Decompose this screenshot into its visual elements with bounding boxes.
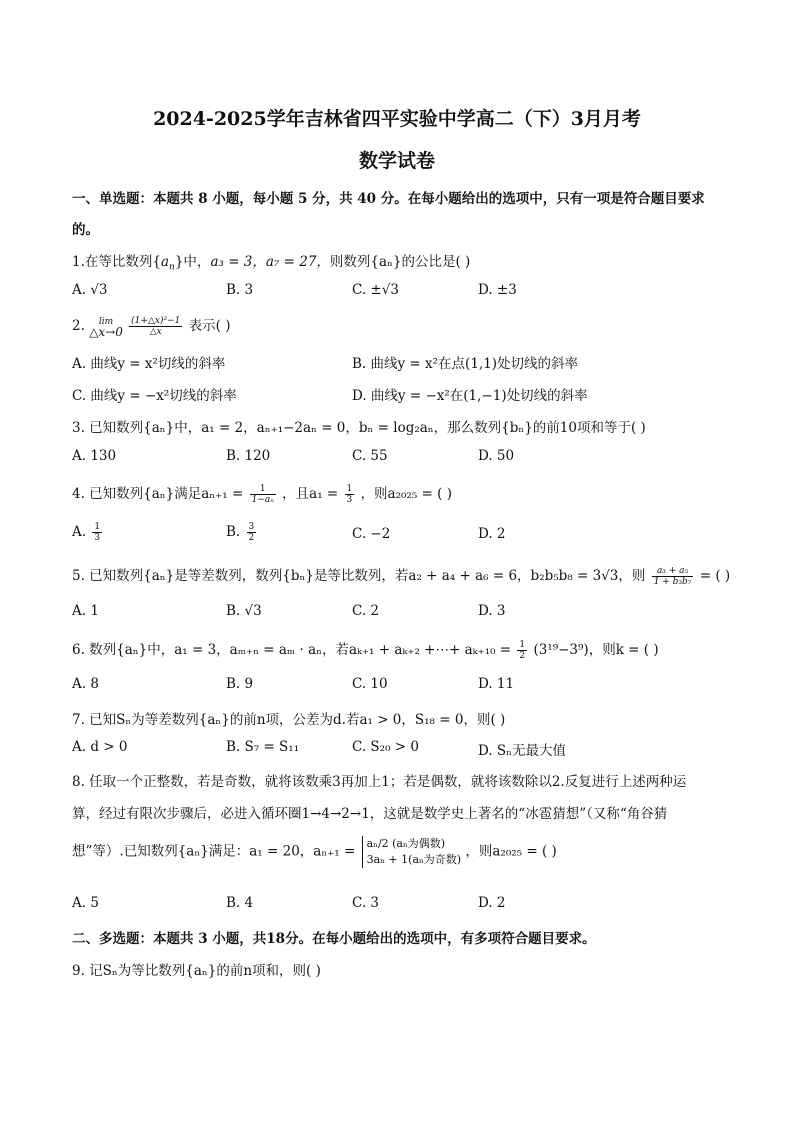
section-2-heading: 二、多选题：本题共 3 小题，共18分。在每小题给出的选项中，有多项符合题目要求。 (72, 931, 596, 947)
q8-option-b: B. 4 (226, 895, 254, 911)
q7-option-a: A. d > 0 (72, 739, 128, 755)
q4-option-a: A. $\frac{1}{3}$ (72, 522, 101, 543)
exam-subtitle: 数学试卷 (358, 150, 435, 172)
question-6: 6. 数列{aₙ}中，a₁ = 3，aₘ₊ₙ = aₘ · aₙ，若aₖ₊₁ + aₖ₊₂ +⋯+ aₖ₊₁₀ = $\frac{1}{2}$ (3¹⁹−3⁹)，则k = ( ) (72, 640, 659, 661)
section-1-heading-cont: 的。 (72, 222, 99, 238)
q3-option-d: D. 50 (478, 448, 515, 464)
q1-option-c: C. ±√3 (352, 282, 399, 298)
q5-option-b: B. √3 (226, 603, 262, 619)
q7-option-c: C. S₂₀ > 0 (352, 739, 419, 755)
question-8-line-2: 算，经过有限次步骤后，必进入循环圈1→4→2→1，这就是数学史上著名的“冰雹猜想”（又称“角谷猜 (72, 806, 668, 822)
exam-title: 2024-2025学年吉林省四平实验中学高二（下）3月月考 (153, 108, 641, 130)
question-9: 9. 记Sₙ为等比数列{aₙ}的前n项和，则( ) (72, 963, 321, 979)
q6-option-c: C. 10 (352, 676, 388, 692)
question-4: 4. 已知数列{aₙ}满足aₙ₊₁ = $\frac{1}{\text{1−aₙ}}$ ，且a₁ = $\frac{1}{3}$ ，则a₂₀₂₅ = ( ) (72, 484, 452, 505)
q1-option-d: D. ±3 (478, 282, 517, 298)
q1-option-b: B. 3 (226, 282, 254, 298)
q6-option-b: B. 9 (226, 676, 254, 692)
q3-option-a: A. 130 (72, 448, 117, 464)
q4-option-c: C. −2 (352, 526, 391, 542)
q5-option-d: D. 3 (478, 603, 506, 619)
section-1-heading: 一、单选题：本题共 8 小题，每小题 5 分，共 40 分。在每小题给出的选项中，只有一项是符合题目要求 (72, 191, 705, 207)
question-1: 1.在等比数列$\{a_n\}$中，a₃ = 3，a₇ = 27，则数列{aₙ}的公比是( ) (72, 254, 471, 273)
q7-option-d: D. Sₙ无最大值 (478, 743, 567, 759)
q8-option-c: C. 3 (352, 895, 380, 911)
question-8-line-3: 想”等）.已知数列{aₙ}满足：a₁ = 20，aₙ₊₁ = aₙ/2 (aₙ为偶数) 3aₙ + 1(aₙ为奇数) ，则a₂₀₂₅ = ( ) (72, 837, 557, 866)
q2-option-d: D. 曲线y = −x²在(1,−1)处切线的斜率 (352, 388, 588, 404)
question-2: 2. lim △x→0 $\frac{\text{(1+△x)²−1}}{\triangle x}$ 表示( ) (72, 316, 231, 339)
question-8-line-1: 8. 任取一个正整数，若是奇数，就将该数乘3再加上1；若是偶数，就将该数除以2.反复进行上述两种运 (72, 774, 687, 790)
q6-option-a: A. 8 (72, 676, 99, 692)
q8-option-a: A. 5 (72, 895, 99, 911)
q8-option-d: D. 2 (478, 895, 506, 911)
q4-option-b: B. $\frac{3}{2}$ (226, 522, 255, 543)
q2-option-b: B. 曲线y = x²在点(1,1)处切线的斜率 (352, 356, 579, 372)
q5-option-c: C. 2 (352, 603, 380, 619)
question-3: 3. 已知数列{aₙ}中，a₁ = 2，aₙ₊₁−2aₙ = 0，bₙ = log₂aₙ，那么数列{bₙ}的前10项和等于( ) (72, 420, 646, 436)
q4-option-d: D. 2 (478, 526, 506, 542)
question-7: 7. 已知Sₙ为等差数列{aₙ}的前n项，公差为d.若a₁ > 0，S₁₈ = 0，则( ) (72, 712, 506, 728)
q5-option-a: A. 1 (72, 603, 99, 619)
q7-option-b: B. S₇ = S₁₁ (226, 739, 300, 755)
q6-option-d: D. 11 (478, 676, 515, 692)
q3-option-c: C. 55 (352, 448, 388, 464)
q2-option-c: C. 曲线y = −x²切线的斜率 (72, 388, 237, 404)
q1-option-a: A. √3 (72, 282, 108, 298)
q2-option-a: A. 曲线y = x²切线的斜率 (72, 356, 226, 372)
question-5: 5. 已知数列{aₙ}是等差数列，数列{bₙ}是等比数列，若a₂ + a₄ + a₆ = 6，b₂b₅b₈ = 3√3，则 $\frac{\text{a₃ + a₅}}{\text{1 + b₃b₇}}$ = ( ) (72, 566, 731, 587)
q3-option-b: B. 120 (226, 448, 271, 464)
